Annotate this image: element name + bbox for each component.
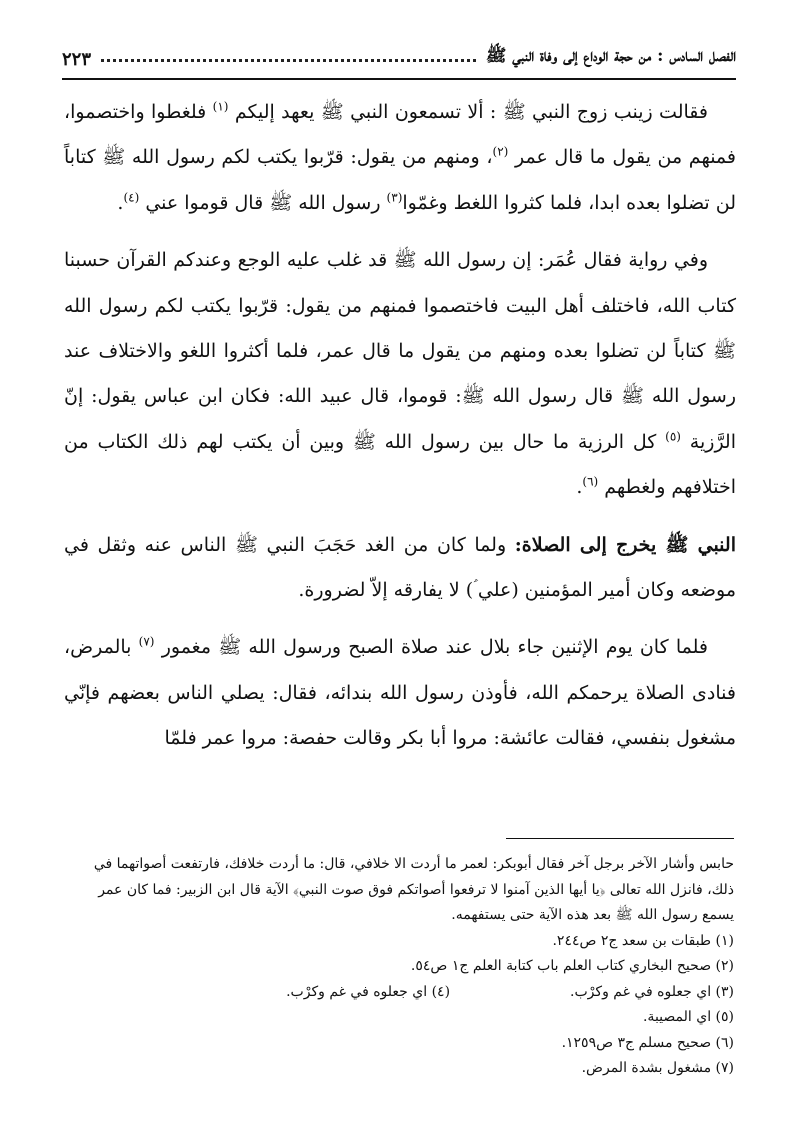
text-run: كل الرزية ما حال بين رسول الله ﷺ وبين أن يكتب لهم ذلك الكتاب من اختلافهم ولغطهم (64, 430, 736, 499)
text-run: رسول الله ﷺ قال قوموا عني (145, 191, 381, 214)
paragraph (64, 523, 736, 614)
header-leader-dots (101, 59, 476, 62)
text-run: . (117, 191, 124, 214)
text-run: وفي رواية فقال عُمَر: إن رسول الله ﷺ قد غلب عليه الوجع وعندكم القرآن حسبنا كتاب الله، فاختلف أهل البيت فاختصموا فمنهم من يقول: قرّبوا يكتب لكم رسول الله ﷺ كتاباً لن تضلوا بعده ومنهم من يقول ما قال عمر، فلما أكثروا اللغو والاختلاف عند رسول الله ﷺ قال رسول الله ﷺ: قوموا، قال عبيد الله: فكان ابن عباس يقول: إنّ الرَّزية (64, 249, 736, 453)
footnote-1: (١) طبقات بن سعد ج٢ ص٢٤٤. (552, 932, 734, 949)
footnote-2: (٢) صحيح البخاري كتاب العلم باب كتابة العلم ج١ ص٥٤. (410, 958, 734, 974)
footnote-6: (٦) صحيح مسلم ج٣ ص١٢٥٩. (561, 1034, 734, 1051)
text-run: بالمرض، فنادى الصلاة يرحمكم الله، فأوذن رسول الله بندائه، فقال: يصلي الناس بعضهم فإنّي مشغول بنفسي، فقالت عائشة: مروا أبا بكر وقالت حفصة: مروا عمر فلمّا (64, 636, 736, 750)
paragraph (64, 238, 736, 510)
text-run: فلغطوا واختصموا، فمنهم من يقول ما قال عمر (64, 101, 737, 169)
footnote-ref: (٤) (123, 190, 140, 205)
footnote-continuation: حابس وأشار الآخر برجل آخر فقال أبوبكر: لعمر ما أردت الا خلافي، قال: ما أردت خلافك، فارتفعت أصواتهما في ذلك، فانزل الله تعالى ﴿يا أيها الذين آمنوا لا ترفعوا أصواتكم فوق صوت النبي﴾ الآية قال ابن الزبير: فما كان عمر يسمع رسول الله ﷺ بعد هذه الآية حتى يستفهمه. (93, 856, 734, 923)
chapter-title: الفصل السادس : من حجة الوداع إلى وفاة النبي ﷺ (485, 46, 736, 66)
paragraph (64, 625, 736, 761)
page-number: ٢٢٣ (62, 49, 92, 70)
text-run: ولما كان من الغد حَجَبَ النبي ﷺ الناس عنه وثقل في موضعه وكان أمير المؤمنين (علي ؑ) لا يفارقه إلاّ لضرورة. (64, 533, 736, 602)
footnote-ref: (١) (212, 99, 229, 114)
footnote-7: (٧) مشغول بشدة المرض. (581, 1060, 734, 1076)
footnote-ref: (٢) (492, 145, 509, 160)
paragraph (64, 90, 736, 226)
text-run: ، ومنهم من يقول: قرّبوا يكتب لكم رسول الله ﷺ كتاباً لن تضلوا بعده ابدا، فلما كثروا اللغط وغمّوا (64, 146, 736, 214)
footnote-ref: (٧) (138, 635, 155, 650)
main-text (64, 90, 736, 762)
footnote-ref: (٥) (665, 429, 681, 444)
footnote-row (64, 980, 734, 1006)
footnote-ref: (٣) (386, 190, 403, 205)
footnote-separator (506, 838, 734, 839)
footnote-ref: (٦) (582, 474, 599, 489)
text-run: . (576, 476, 583, 499)
text-run: فقالت زينب زوج النبي ﷺ : ألا تسمعون النبي ﷺ يعهد إليكم (234, 101, 708, 123)
text-run: فلما كان يوم الإثنين جاء بلال عند صلاة الصبح ورسول الله ﷺ مغمور (161, 636, 708, 659)
footnote-4: (٤) اي جعلوه في غم وكرْب. (286, 983, 451, 1000)
footnotes (64, 852, 734, 1082)
section-heading: النبي ﷺ يخرج إلى الصلاة: (514, 533, 736, 556)
footnote-5: (٥) اي المصيبة. (642, 1009, 734, 1025)
footnote-3: (٣) اي جعلوه في غم وكرْب. (570, 983, 734, 1000)
running-header (62, 38, 736, 80)
